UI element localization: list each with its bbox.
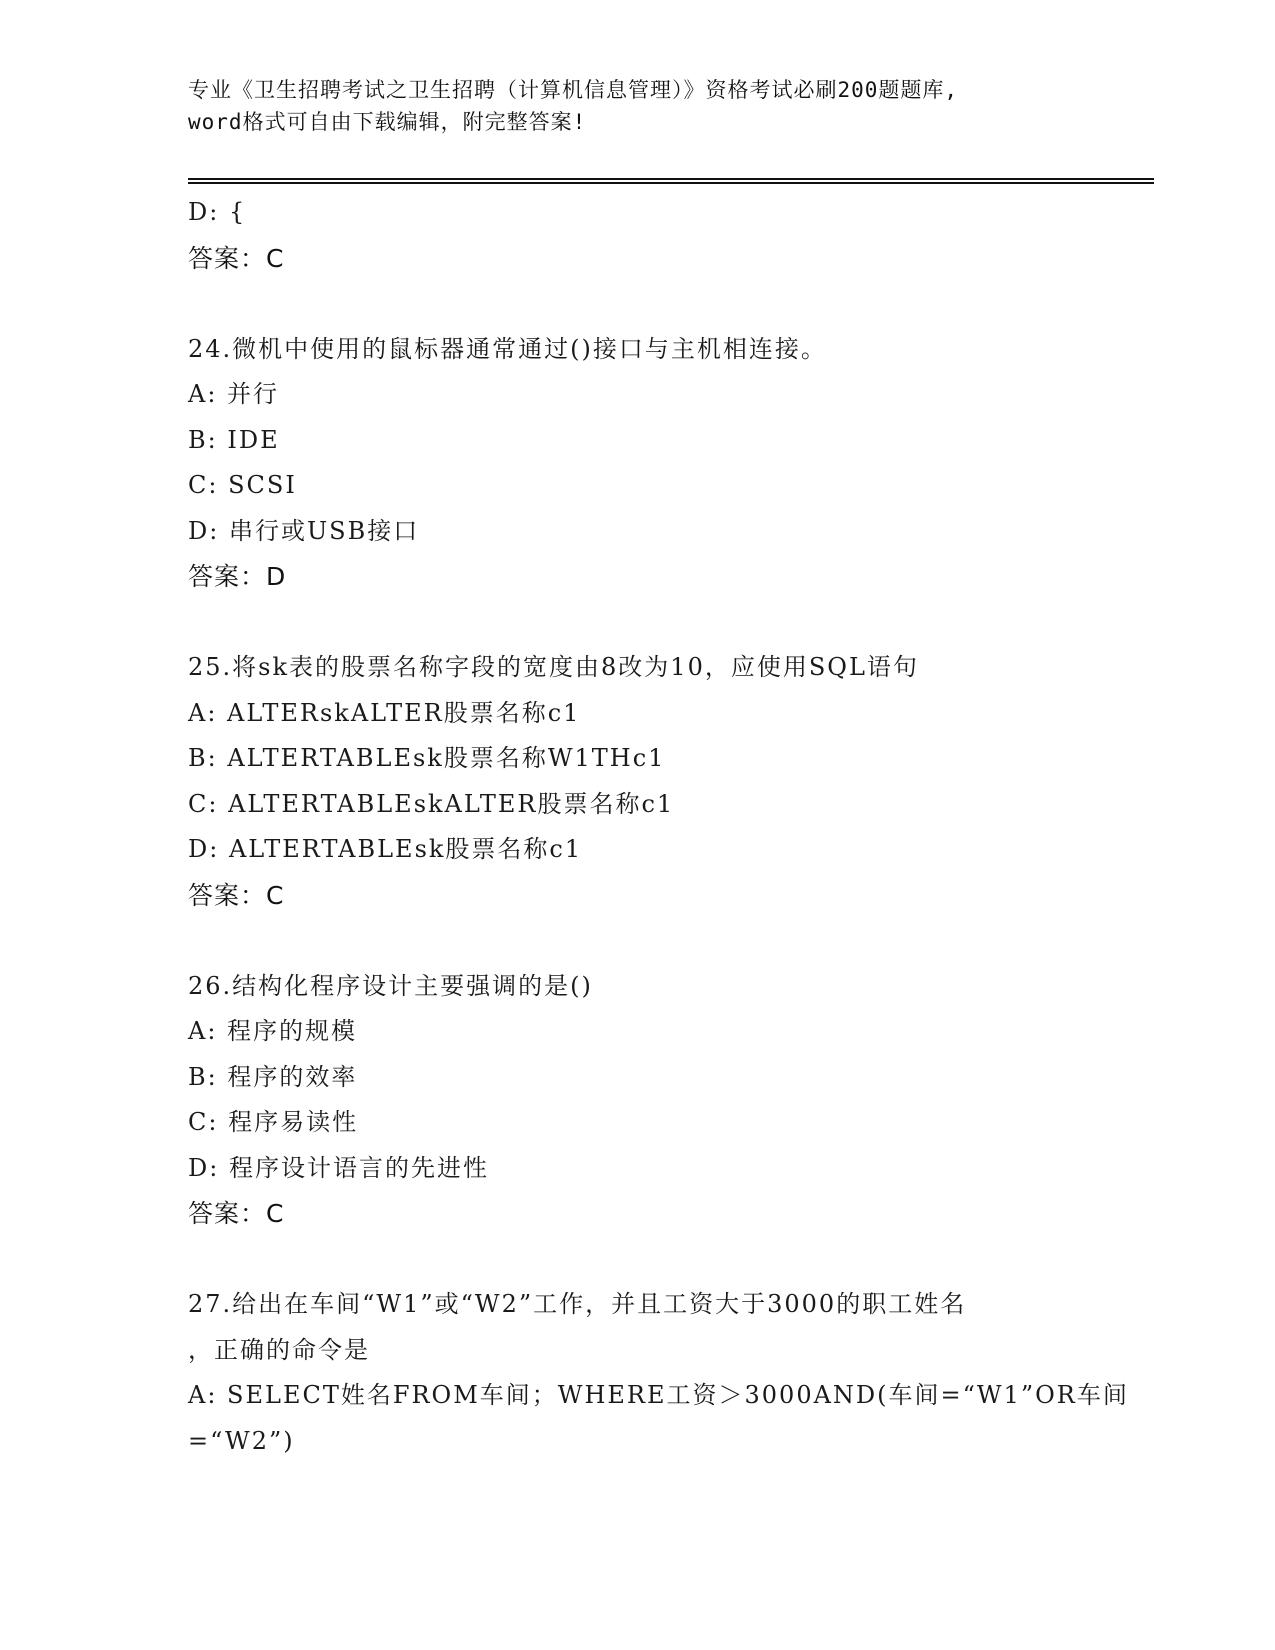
option-d: D: {: [188, 198, 247, 226]
question-stem: 27.给出在车间“W1”或“W2”工作，并且工资大于3000的职工姓名: [188, 1290, 967, 1318]
divider-line-top: [188, 178, 1154, 180]
option-c: C: 程序易读性: [188, 1108, 359, 1136]
question-content: [188, 190, 1129, 1464]
spacer: [188, 281, 1088, 327]
spacer: [188, 1237, 1088, 1283]
question-stem: 24.微机中使用的鼠标器通常通过()接口与主机相连接。: [188, 334, 827, 363]
divider-line-bottom: [188, 182, 1154, 184]
option-b: B: 程序的效率: [188, 1062, 358, 1091]
header-title-line-2: word格式可自由下载编辑，附完整答案!: [188, 110, 587, 134]
option-a: A: SELECT姓名FROM车间；WHERE工资＞3000AND(车间=“W1”OR车间: [188, 1381, 1129, 1409]
option-a: A: 程序的规模: [188, 1017, 358, 1045]
option-a-continued: =“W2”): [188, 1426, 295, 1455]
option-a: A: ALTERskALTER股票名称c1: [188, 698, 581, 727]
option-d: D: 串行或USB接口: [188, 516, 420, 545]
option-b: B: IDE: [188, 425, 280, 454]
option-d: D: 程序设计语言的先进性: [188, 1153, 489, 1182]
question-stem-continued: ，正确的命令是: [188, 1335, 370, 1364]
header-title-line-1: 专业《卫生招聘考试之卫生招聘（计算机信息管理）》资格考试必刷200题题库,: [188, 78, 959, 102]
option-c: C: SCSI: [188, 471, 297, 499]
answer: 答案：C: [188, 243, 285, 273]
answer: 答案：D: [188, 562, 287, 591]
spacer: [188, 918, 1088, 964]
document-header: [188, 74, 1088, 138]
option-d: D: ALTERTABLEsk股票名称c1: [188, 835, 583, 863]
spacer: [188, 600, 1088, 646]
question-stem: 25.将sk表的股票名称字段的宽度由8改为10，应使用SQL语句: [188, 653, 919, 681]
answer: 答案：C: [188, 880, 285, 910]
option-a: A: 并行: [188, 380, 280, 408]
option-b: B: ALTERTABLEsk股票名称W1THc1: [188, 744, 666, 772]
question-stem: 26.结构化程序设计主要强调的是(): [188, 971, 593, 1000]
option-c: C: ALTERTABLEskALTER股票名称c1: [188, 789, 675, 818]
header-divider: [188, 178, 1154, 184]
answer: 答案：C: [188, 1199, 285, 1228]
